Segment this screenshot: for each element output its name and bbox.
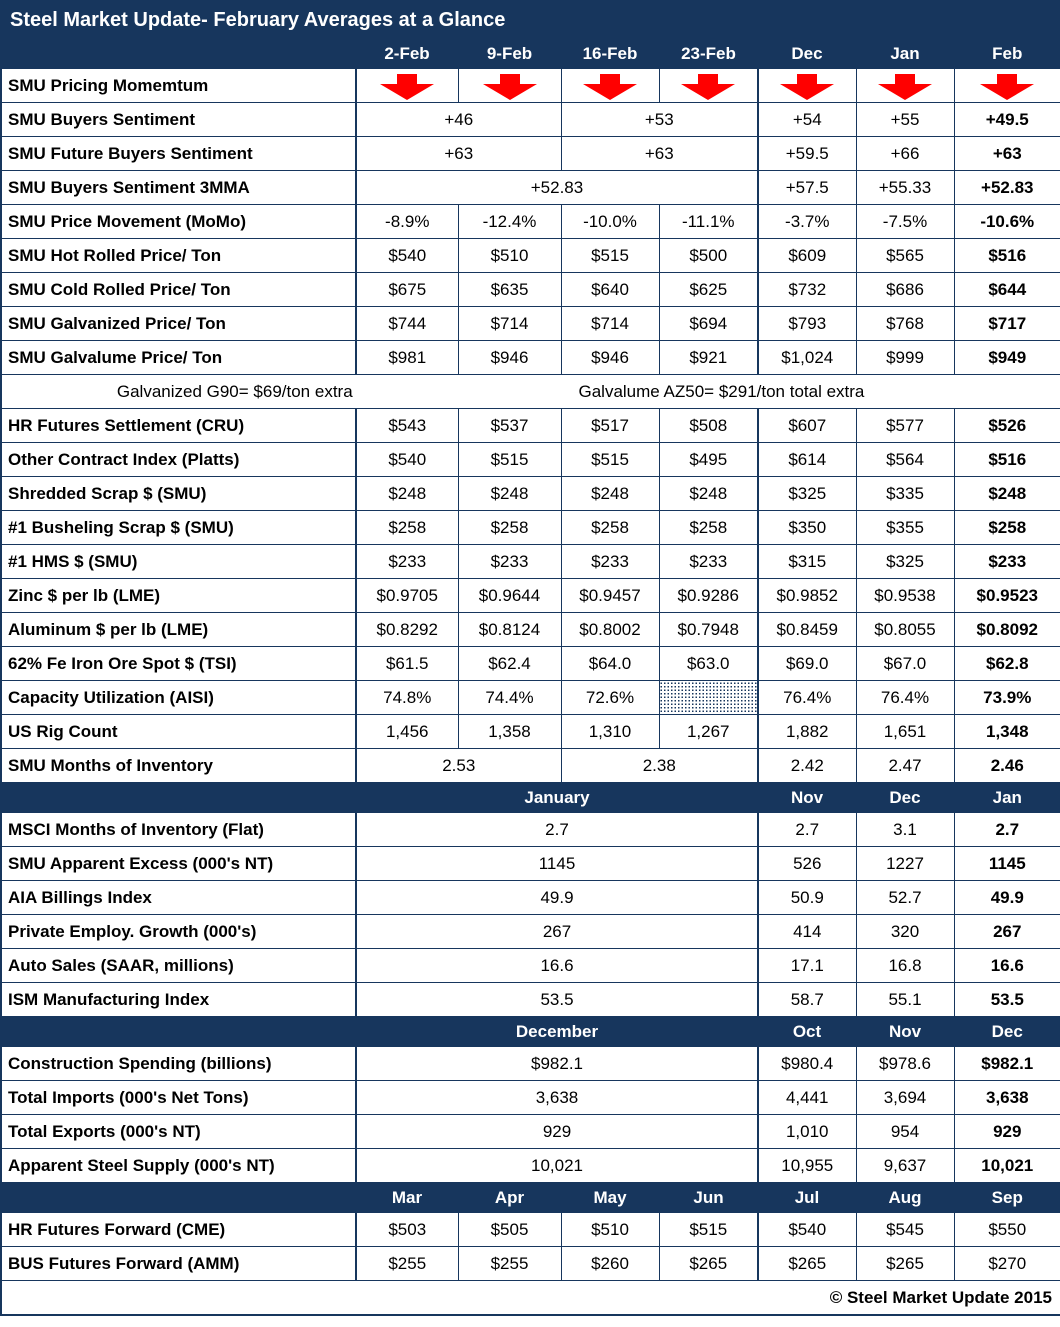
header-spacer [1,1017,356,1047]
value-cell: $62.8 [954,647,1060,681]
galvanized-extra-note: Galvanized G90= $69/ton extra [116,381,353,401]
col-header: 9-Feb [458,39,561,69]
value-cell: 1,267 [659,715,758,749]
table-row-aia-billings [1,881,1060,915]
value-cell: $793 [758,307,856,341]
value-cell: $565 [856,239,954,273]
value-cell: $517 [561,409,659,443]
value-cell: $503 [356,1213,458,1247]
row-label: Apparent Steel Supply (000's NT) [1,1149,356,1183]
value-cell: 52.7 [856,881,954,915]
value-cell: $714 [561,307,659,341]
value-cell: $609 [758,239,856,273]
section-title: December [356,1017,758,1047]
value-cell: $545 [856,1213,954,1247]
value-cell: 76.4% [758,681,856,715]
value-cell: $510 [561,1213,659,1247]
value-cell: 2.7 [758,813,856,847]
momentum-cell [758,69,856,103]
value-cell: -10.6% [954,205,1060,239]
value-cell: 414 [758,915,856,949]
col-header: 2-Feb [356,39,458,69]
value-cell: 10,955 [758,1149,856,1183]
col-header: 23-Feb [659,39,758,69]
value-cell: $0.9523 [954,579,1060,613]
row-label: 62% Fe Iron Ore Spot $ (TSI) [1,647,356,681]
col-header: Nov [758,783,856,813]
row-label: SMU Future Buyers Sentiment [1,137,356,171]
value-cell: -10.0% [561,205,659,239]
table-row-busheling-scrap [1,511,1060,545]
value-cell: $315 [758,545,856,579]
value-cell: -8.9% [356,205,458,239]
value-cell: +63 [561,137,758,171]
down-arrow-icon [482,74,538,100]
value-cell: 1,882 [758,715,856,749]
table-row-msci-inventory [1,813,1060,847]
coating-note-cell [1,375,1060,409]
table-row-copyright [1,1281,1060,1316]
value-cell: $61.5 [356,647,458,681]
value-cell: $255 [458,1247,561,1281]
row-label: Other Contract Index (Platts) [1,443,356,477]
section-header-forward-months [1,1183,1060,1213]
value-cell: 9,637 [856,1149,954,1183]
row-label: SMU Hot Rolled Price/ Ton [1,239,356,273]
value-cell: $258 [659,511,758,545]
row-label: Shredded Scrap $ (SMU) [1,477,356,511]
value-cell: $982.1 [356,1047,758,1081]
value-cell: $248 [458,477,561,511]
value-cell: $335 [856,477,954,511]
value-cell: +52.83 [954,171,1060,205]
value-cell: 320 [856,915,954,949]
value-cell: $265 [758,1247,856,1281]
momentum-cell [356,69,458,103]
value-cell: $999 [856,341,954,375]
value-cell: $640 [561,273,659,307]
value-cell: +54 [758,103,856,137]
value-cell: $686 [856,273,954,307]
value-cell: $248 [561,477,659,511]
value-cell: $540 [356,443,458,477]
value-cell: 1,348 [954,715,1060,749]
value-cell: $62.4 [458,647,561,681]
value-cell: +46 [356,103,561,137]
value-cell: 10,021 [356,1149,758,1183]
value-cell: $325 [856,545,954,579]
row-label: SMU Months of Inventory [1,749,356,783]
value-cell: $0.7948 [659,613,758,647]
col-header: Jul [758,1183,856,1213]
value-cell: -11.1% [659,205,758,239]
value-cell: $717 [954,307,1060,341]
value-cell: $69.0 [758,647,856,681]
value-cell: $982.1 [954,1047,1060,1081]
value-cell: $635 [458,273,561,307]
value-cell: $537 [458,409,561,443]
table-row-auto-sales [1,949,1060,983]
value-cell: $675 [356,273,458,307]
value-cell: 1,651 [856,715,954,749]
value-cell: 1,010 [758,1115,856,1149]
row-label: MSCI Months of Inventory (Flat) [1,813,356,847]
value-cell: $978.6 [856,1047,954,1081]
table-row-total-exports [1,1115,1060,1149]
value-cell: 267 [954,915,1060,949]
col-header: Dec [954,1017,1060,1047]
value-cell: $515 [458,443,561,477]
value-cell: 929 [356,1115,758,1149]
value-cell: $540 [356,239,458,273]
value-cell: 49.9 [954,881,1060,915]
value-cell: $714 [458,307,561,341]
value-cell: $0.9457 [561,579,659,613]
value-cell: $500 [659,239,758,273]
value-cell: $550 [954,1213,1060,1247]
page-title: Steel Market Update- February Averages at a Glance [1,1,1060,39]
row-label: #1 Busheling Scrap $ (SMU) [1,511,356,545]
value-cell: $270 [954,1247,1060,1281]
table-row-apparent-steel-supply [1,1149,1060,1183]
value-cell: 16.6 [954,949,1060,983]
table-row-galvalume [1,341,1060,375]
col-header: Jan [856,39,954,69]
value-cell: $607 [758,409,856,443]
copyright-text: © Steel Market Update 2015 [1,1281,1060,1316]
table-row-sentiment-3mma [1,171,1060,205]
value-cell: 2.47 [856,749,954,783]
header-spacer [1,1183,356,1213]
value-cell: +63 [954,137,1060,171]
table-row-smu-months-inventory [1,749,1060,783]
row-label: Construction Spending (billions) [1,1047,356,1081]
value-cell: $325 [758,477,856,511]
value-cell: -3.7% [758,205,856,239]
value-cell: +53 [561,103,758,137]
momentum-cell [561,69,659,103]
value-cell: $981 [356,341,458,375]
header-spacer [1,39,356,69]
value-cell: $0.8055 [856,613,954,647]
table-row-private-employment [1,915,1060,949]
row-label: SMU Galvanized Price/ Ton [1,307,356,341]
row-label: SMU Buyers Sentiment [1,103,356,137]
value-cell: $67.0 [856,647,954,681]
value-cell: 16.6 [356,949,758,983]
value-cell: $265 [659,1247,758,1281]
value-cell: +59.5 [758,137,856,171]
title-bar [1,1,1060,39]
col-header: Aug [856,1183,954,1213]
value-cell: +49.5 [954,103,1060,137]
value-cell: $946 [458,341,561,375]
value-cell: 2.46 [954,749,1060,783]
table-row-rig-count [1,715,1060,749]
col-header: Feb [954,39,1060,69]
value-cell: 49.9 [356,881,758,915]
value-cell: $515 [561,239,659,273]
value-cell: $258 [561,511,659,545]
col-header: Sep [954,1183,1060,1213]
table-row-shredded-scrap [1,477,1060,511]
value-cell: 1145 [954,847,1060,881]
value-cell: $0.9538 [856,579,954,613]
value-cell: 267 [356,915,758,949]
col-header: Jun [659,1183,758,1213]
value-cell: $495 [659,443,758,477]
down-arrow-icon [779,74,835,100]
value-cell: $768 [856,307,954,341]
value-cell: $248 [356,477,458,511]
value-cell: $946 [561,341,659,375]
row-label: Private Employ. Growth (000's) [1,915,356,949]
value-cell: 16.8 [856,949,954,983]
col-header: Apr [458,1183,561,1213]
value-cell: $0.8292 [356,613,458,647]
galvalume-extra-note: Galvalume AZ50= $291/ton total extra [578,381,865,401]
row-label: Aluminum $ per lb (LME) [1,613,356,647]
value-cell: $258 [458,511,561,545]
value-cell: 2.38 [561,749,758,783]
value-cell: 74.8% [356,681,458,715]
value-cell: 73.9% [954,681,1060,715]
value-cell: 954 [856,1115,954,1149]
value-cell: $0.9644 [458,579,561,613]
value-cell: $694 [659,307,758,341]
value-cell: +57.5 [758,171,856,205]
value-cell: +55.33 [856,171,954,205]
row-label: SMU Apparent Excess (000's NT) [1,847,356,881]
value-cell: $265 [856,1247,954,1281]
value-cell: 53.5 [356,983,758,1017]
value-cell: $233 [954,545,1060,579]
table-row-coating-note [1,375,1060,409]
col-header: May [561,1183,659,1213]
section-title: January [356,783,758,813]
value-cell: $614 [758,443,856,477]
value-cell: $949 [954,341,1060,375]
row-label: ISM Manufacturing Index [1,983,356,1017]
table-row-future-buyers-sentiment [1,137,1060,171]
value-cell: $510 [458,239,561,273]
value-cell: $0.9705 [356,579,458,613]
row-label: HR Futures Settlement (CRU) [1,409,356,443]
value-cell: +63 [356,137,561,171]
value-cell: $732 [758,273,856,307]
down-arrow-icon [379,74,435,100]
row-label: SMU Pricing Momemtum [1,69,356,103]
col-header: Dec [758,39,856,69]
row-label: BUS Futures Forward (AMM) [1,1247,356,1281]
value-cell: $516 [954,239,1060,273]
down-arrow-icon [582,74,638,100]
row-label: HR Futures Forward (CME) [1,1213,356,1247]
value-cell: +52.83 [356,171,758,205]
value-cell: 929 [954,1115,1060,1149]
value-cell: $540 [758,1213,856,1247]
momentum-cell [659,69,758,103]
value-cell: $63.0 [659,647,758,681]
value-cell: $260 [561,1247,659,1281]
value-cell: $625 [659,273,758,307]
value-cell: $0.8124 [458,613,561,647]
value-cell: 1,456 [356,715,458,749]
down-arrow-icon [877,74,933,100]
value-cell: 17.1 [758,949,856,983]
value-cell: $644 [954,273,1060,307]
value-cell: $258 [356,511,458,545]
value-cell: $1,024 [758,341,856,375]
value-cell: 53.5 [954,983,1060,1017]
value-cell: 2.42 [758,749,856,783]
table-row-galvanized [1,307,1060,341]
value-cell: $744 [356,307,458,341]
value-cell: 3,638 [954,1081,1060,1115]
value-cell: $577 [856,409,954,443]
section-header-december [1,1017,1060,1047]
value-cell: 50.9 [758,881,856,915]
value-cell: $0.8459 [758,613,856,647]
table-row-pricing-momentum [1,69,1060,103]
table-row-total-imports [1,1081,1060,1115]
value-cell: -7.5% [856,205,954,239]
value-cell: $248 [659,477,758,511]
value-cell: $355 [856,511,954,545]
value-cell: $980.4 [758,1047,856,1081]
value-cell: 55.1 [856,983,954,1017]
table-row-hot-rolled [1,239,1060,273]
table-row-iron-ore [1,647,1060,681]
hatched-cell [659,681,758,715]
value-cell: $0.9852 [758,579,856,613]
value-cell: 2.7 [356,813,758,847]
col-header: Mar [356,1183,458,1213]
value-cell: $543 [356,409,458,443]
momentum-cell [458,69,561,103]
value-cell: $233 [561,545,659,579]
table-row-platts-index [1,443,1060,477]
row-label: #1 HMS $ (SMU) [1,545,356,579]
value-cell: 10,021 [954,1149,1060,1183]
section-header-january [1,783,1060,813]
table-row-zinc [1,579,1060,613]
value-cell: $505 [458,1213,561,1247]
row-label: Zinc $ per lb (LME) [1,579,356,613]
value-cell: 526 [758,847,856,881]
table-row-ism-index [1,983,1060,1017]
value-cell: $921 [659,341,758,375]
table-row-aluminum [1,613,1060,647]
col-header: Dec [856,783,954,813]
value-cell: $0.8002 [561,613,659,647]
value-cell: -12.4% [458,205,561,239]
date-header-row [1,39,1060,69]
value-cell: $0.9286 [659,579,758,613]
value-cell: $248 [954,477,1060,511]
header-spacer [1,783,356,813]
value-cell: 2.53 [356,749,561,783]
row-label: Total Exports (000's NT) [1,1115,356,1149]
col-header: 16-Feb [561,39,659,69]
value-cell: 1,358 [458,715,561,749]
row-label: Capacity Utilization (AISI) [1,681,356,715]
value-cell: 4,441 [758,1081,856,1115]
value-cell: $233 [356,545,458,579]
value-cell: $515 [659,1213,758,1247]
value-cell: $233 [659,545,758,579]
table-row-hr-futures-forward [1,1213,1060,1247]
value-cell: +55 [856,103,954,137]
value-cell: 74.4% [458,681,561,715]
value-cell: $258 [954,511,1060,545]
table-row-construction-spending [1,1047,1060,1081]
down-arrow-icon [979,74,1035,100]
value-cell: $516 [954,443,1060,477]
row-label: Total Imports (000's Net Tons) [1,1081,356,1115]
col-header: Oct [758,1017,856,1047]
value-cell: $233 [458,545,561,579]
value-cell: 1,310 [561,715,659,749]
table-row-buyers-sentiment [1,103,1060,137]
value-cell: 3,694 [856,1081,954,1115]
col-header: Jan [954,783,1060,813]
value-cell: $64.0 [561,647,659,681]
down-arrow-icon [680,74,736,100]
value-cell: $526 [954,409,1060,443]
table-row-price-movement [1,205,1060,239]
row-label: Auto Sales (SAAR, millions) [1,949,356,983]
value-cell: $515 [561,443,659,477]
table-row-bus-futures-forward [1,1247,1060,1281]
row-label: US Rig Count [1,715,356,749]
momentum-cell [954,69,1060,103]
col-header: Nov [856,1017,954,1047]
row-label: AIA Billings Index [1,881,356,915]
value-cell: 2.7 [954,813,1060,847]
value-cell: 3,638 [356,1081,758,1115]
row-label: SMU Galvalume Price/ Ton [1,341,356,375]
table-row-hms-scrap [1,545,1060,579]
value-cell: 1145 [356,847,758,881]
table-row-cold-rolled [1,273,1060,307]
row-label: SMU Cold Rolled Price/ Ton [1,273,356,307]
value-cell: $564 [856,443,954,477]
value-cell: 72.6% [561,681,659,715]
value-cell: 1227 [856,847,954,881]
momentum-cell [856,69,954,103]
table-row-hr-futures-settlement [1,409,1060,443]
value-cell: $255 [356,1247,458,1281]
value-cell: 3.1 [856,813,954,847]
value-cell: 76.4% [856,681,954,715]
value-cell: $508 [659,409,758,443]
table-row-apparent-excess [1,847,1060,881]
row-label: SMU Buyers Sentiment 3MMA [1,171,356,205]
value-cell: +66 [856,137,954,171]
value-cell: 58.7 [758,983,856,1017]
value-cell: $350 [758,511,856,545]
row-label: SMU Price Movement (MoMo) [1,205,356,239]
table-row-capacity-utilization [1,681,1060,715]
value-cell: $0.8092 [954,613,1060,647]
